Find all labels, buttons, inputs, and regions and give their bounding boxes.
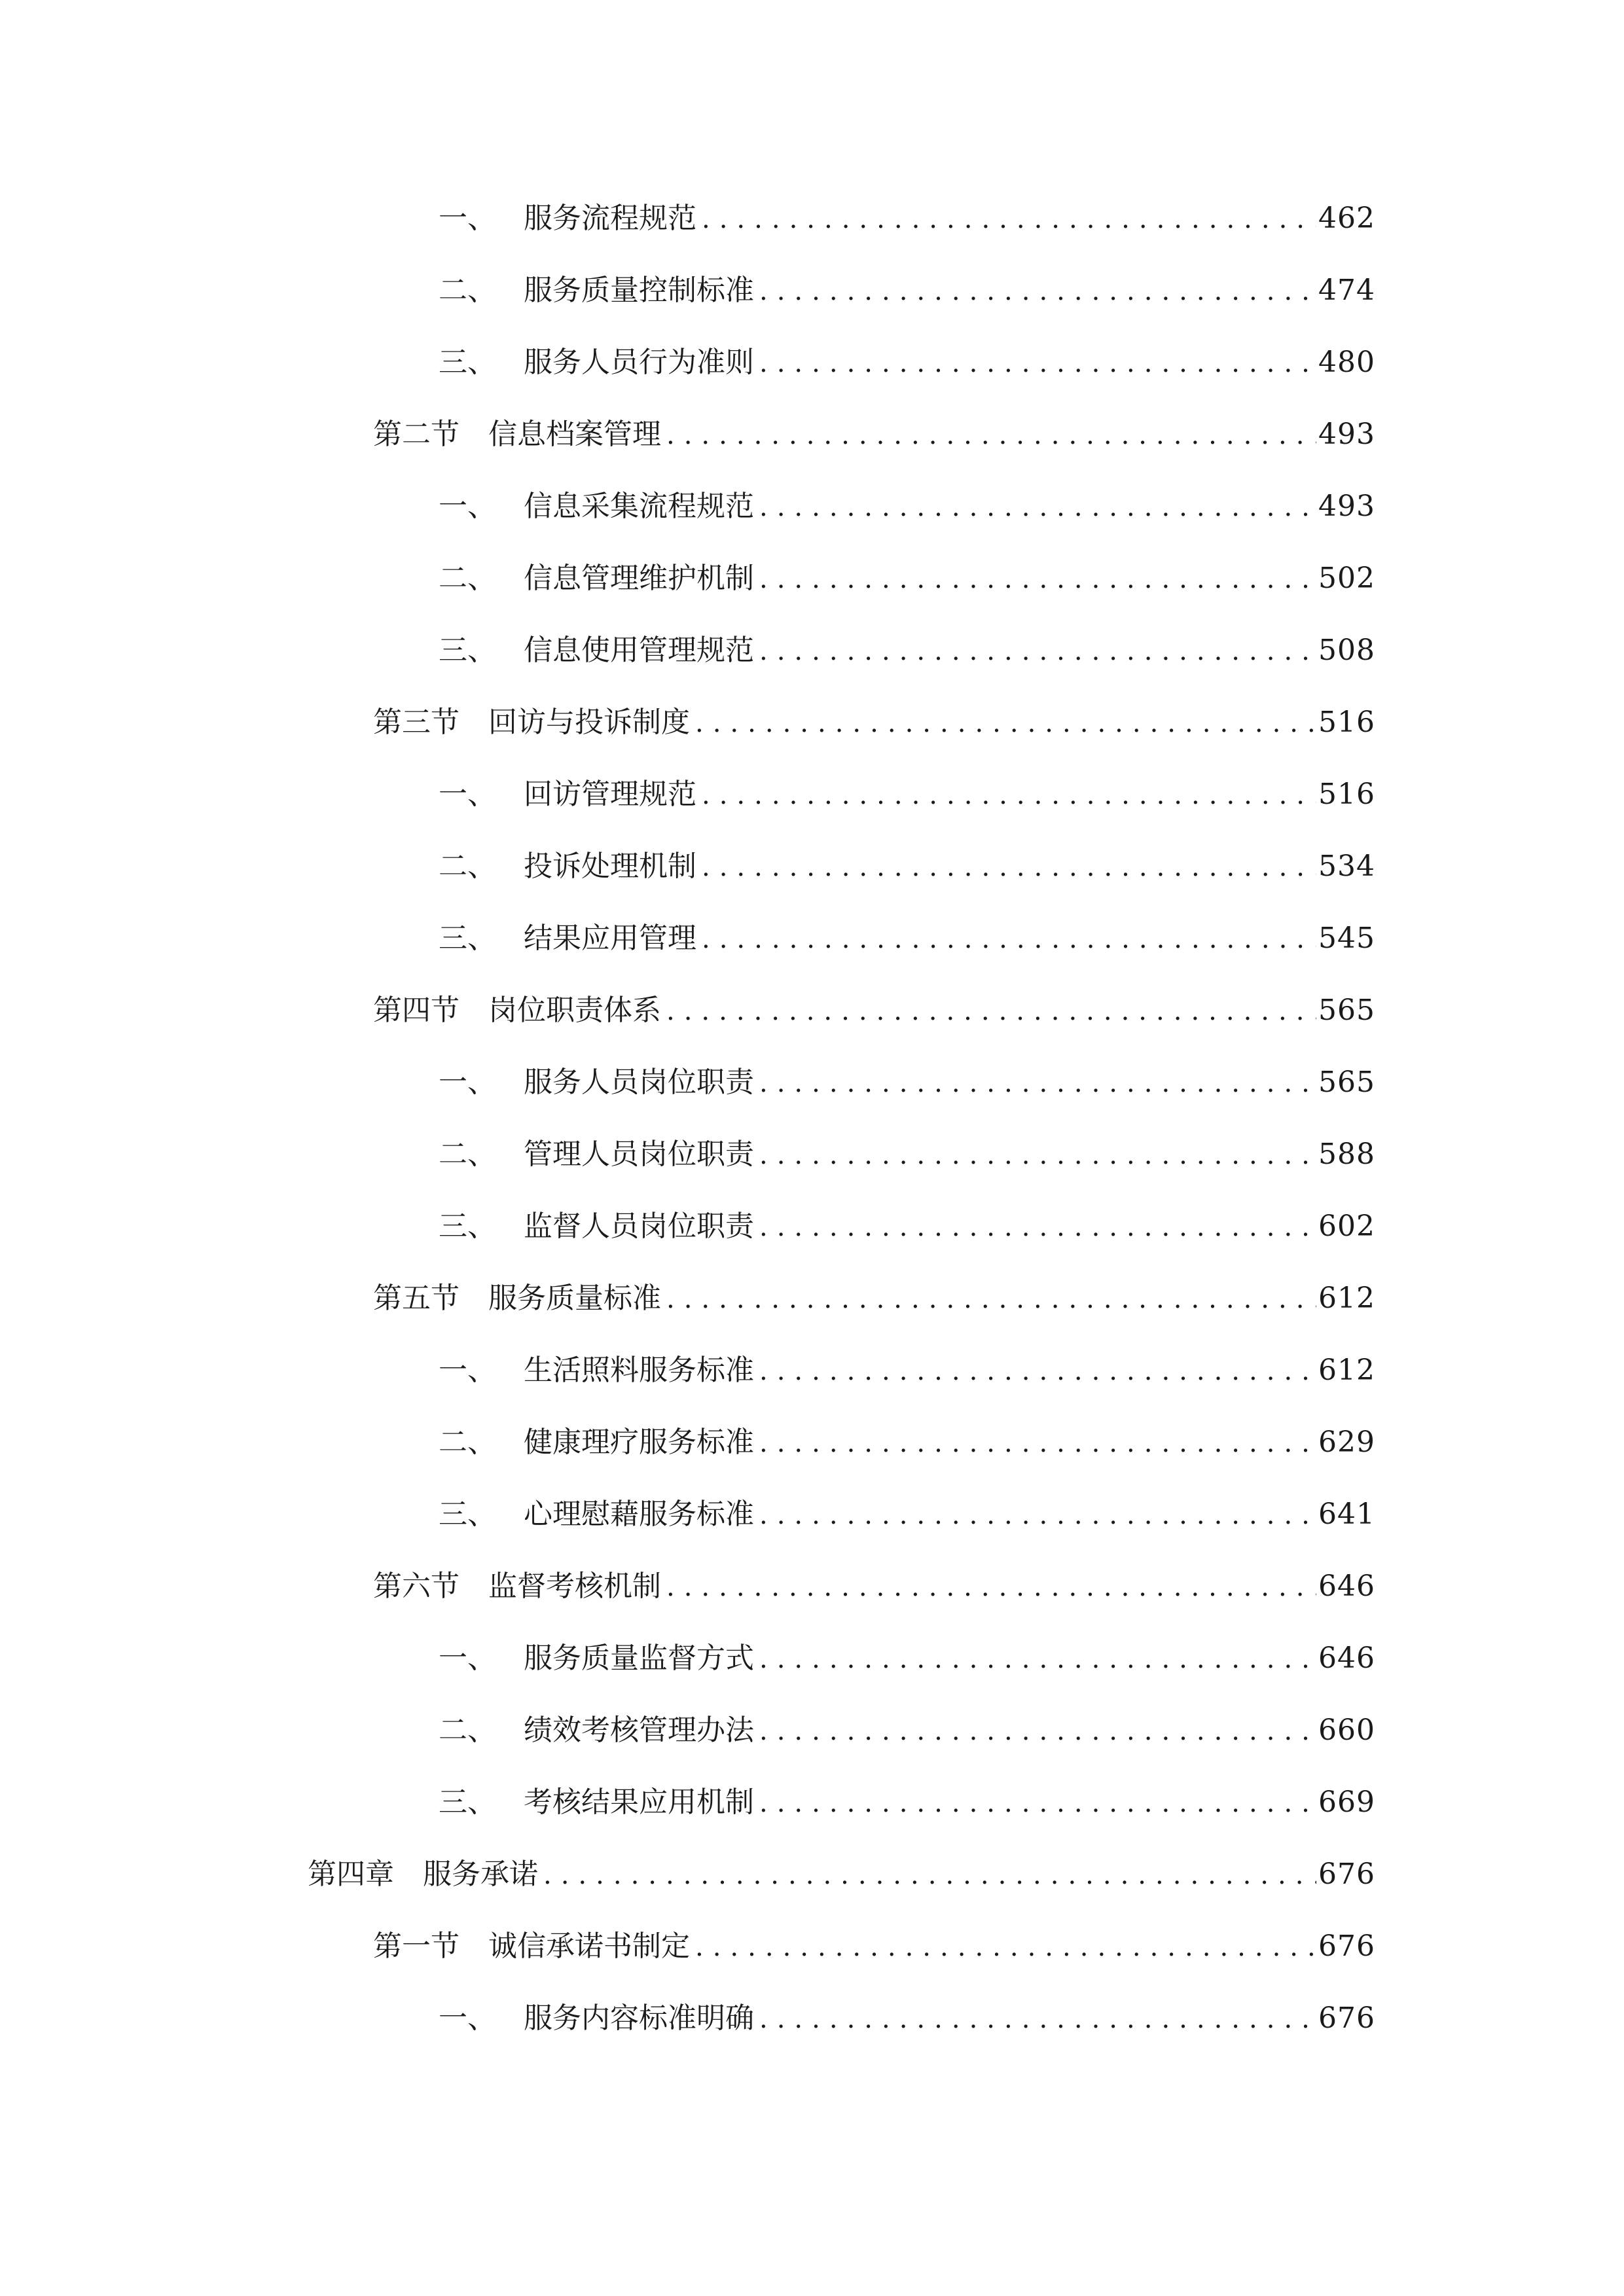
toc-entry-marker: 第六节: [373, 1570, 460, 1603]
toc-entry-page: 516: [1318, 706, 1375, 739]
toc-entry[interactable]: [439, 552, 1375, 605]
dot-leader: [695, 697, 1316, 749]
toc-entry-page: 462: [1318, 202, 1375, 235]
toc-entry[interactable]: [439, 912, 1375, 965]
toc-entry-page: 646: [1318, 1570, 1375, 1603]
toc-entry[interactable]: [439, 768, 1375, 821]
toc-entry[interactable]: [439, 1632, 1375, 1685]
toc-entry[interactable]: [439, 1704, 1375, 1757]
toc-entry-title: 管理人员岗位职责: [524, 1138, 754, 1171]
dot-leader: [759, 1201, 1316, 1253]
toc-entry-title: 监督考核机制: [488, 1570, 661, 1603]
toc-entry-page: 493: [1318, 418, 1375, 451]
toc-entry[interactable]: [439, 840, 1375, 893]
toc-entry-title: 服务人员行为准则: [524, 346, 754, 379]
toc-entry[interactable]: [439, 1416, 1375, 1469]
toc-entry-marker: 二、: [439, 1138, 496, 1171]
toc-entry-marker: 三、: [439, 1210, 496, 1243]
toc-entry[interactable]: [373, 1920, 1375, 1973]
dot-leader: [759, 1633, 1316, 1685]
toc-entry[interactable]: [439, 1056, 1375, 1109]
toc-entry-title: 信息管理维护机制: [524, 562, 754, 595]
toc-entry-marker: 一、: [439, 778, 496, 811]
dot-leader: [759, 625, 1316, 677]
dot-leader: [759, 553, 1316, 605]
toc-entry-marker: 一、: [439, 1066, 496, 1099]
toc-entry[interactable]: [439, 336, 1375, 389]
toc-entry-marker: 三、: [439, 634, 496, 667]
toc-entry-title: 信息使用管理规范: [524, 634, 754, 667]
toc-entry-title: 服务内容标准明确: [524, 2001, 754, 2035]
toc-entry[interactable]: [439, 1776, 1375, 1829]
dot-leader: [666, 1561, 1316, 1613]
toc-entry[interactable]: [373, 984, 1375, 1037]
toc-entry-marker: 一、: [439, 490, 496, 523]
toc-entry-page: 545: [1318, 922, 1375, 955]
dot-leader: [759, 1129, 1316, 1181]
toc-entry-title: 服务质量监督方式: [524, 1641, 754, 1675]
toc-entry-marker: 二、: [439, 562, 496, 595]
toc-entry[interactable]: [439, 1128, 1375, 1181]
toc-entry-marker: 三、: [439, 346, 496, 379]
toc-entry-title: 信息档案管理: [488, 418, 661, 451]
toc-entry-marker: 第四章: [308, 1857, 394, 1891]
toc-entry-marker: 一、: [439, 202, 496, 235]
dot-leader: [759, 337, 1316, 389]
toc-entry-marker: 第一节: [373, 1929, 460, 1963]
toc-entry-marker: 二、: [439, 1426, 496, 1459]
dot-leader: [759, 1777, 1316, 1829]
toc-entry-title: 岗位职责体系: [488, 994, 661, 1027]
dot-leader: [695, 1921, 1316, 1973]
toc-entry-page: 588: [1318, 1138, 1375, 1171]
toc-entry[interactable]: [439, 624, 1375, 677]
toc-entry-marker: 二、: [439, 1713, 496, 1747]
toc-entry-title: 服务承诺: [423, 1857, 538, 1891]
toc-entry-page: 565: [1318, 994, 1375, 1027]
toc-entry-marker: 第三节: [373, 706, 460, 739]
toc-entry-title: 监督人员岗位职责: [524, 1210, 754, 1243]
toc-entry-page: 676: [1318, 2001, 1375, 2035]
toc-entry-page: 502: [1318, 562, 1375, 595]
toc-entry-marker: 三、: [439, 922, 496, 955]
toc-entry[interactable]: [439, 1344, 1375, 1397]
toc-entry[interactable]: [373, 696, 1375, 749]
dot-leader: [759, 1417, 1316, 1469]
toc-entry-title: 绩效考核管理办法: [524, 1713, 754, 1747]
dot-leader: [543, 1849, 1316, 1901]
dot-leader: [759, 265, 1316, 317]
dot-leader: [759, 1489, 1316, 1541]
toc-entry-title: 健康理疗服务标准: [524, 1426, 754, 1459]
toc-entry-marker: 第四节: [373, 994, 460, 1027]
dot-leader: [759, 1993, 1316, 2045]
toc-entry[interactable]: [308, 1848, 1375, 1901]
toc-entry-page: 602: [1318, 1210, 1375, 1243]
dot-leader: [759, 1057, 1316, 1109]
dot-leader: [759, 481, 1316, 533]
toc-entry-page: 669: [1318, 1785, 1375, 1819]
toc-entry-title: 考核结果应用机制: [524, 1785, 754, 1819]
toc-entry-marker: 三、: [439, 1498, 496, 1531]
toc-entry-page: 641: [1318, 1498, 1375, 1531]
toc-entry[interactable]: [439, 264, 1375, 317]
toc-entry-marker: 二、: [439, 274, 496, 307]
toc-entry-title: 回访与投诉制度: [488, 706, 690, 739]
dot-leader: [666, 409, 1316, 461]
toc-entry[interactable]: [439, 1200, 1375, 1253]
toc-entry[interactable]: [439, 480, 1375, 533]
toc-entry-marker: 一、: [439, 2001, 496, 2035]
toc-entry-title: 服务人员岗位职责: [524, 1066, 754, 1099]
dot-leader: [666, 985, 1316, 1037]
toc-entry[interactable]: [373, 1560, 1375, 1613]
toc-entry-page: 565: [1318, 1066, 1375, 1099]
toc-entry-title: 生活照料服务标准: [524, 1354, 754, 1387]
dot-leader: [759, 1705, 1316, 1757]
toc-entry[interactable]: [439, 1488, 1375, 1541]
toc-entry-title: 服务质量控制标准: [524, 274, 754, 307]
toc-entry-page: 534: [1318, 850, 1375, 883]
toc-entry-marker: 三、: [439, 1785, 496, 1819]
toc-entry[interactable]: [373, 1272, 1375, 1325]
toc-entry-page: 516: [1318, 778, 1375, 811]
toc-entry-page: 612: [1318, 1282, 1375, 1315]
toc-entry-title: 信息采集流程规范: [524, 490, 754, 523]
toc-entry-page: 646: [1318, 1641, 1375, 1675]
toc-entry-marker: 二、: [439, 850, 496, 883]
toc-entry-marker: 一、: [439, 1354, 496, 1387]
toc-entry-marker: 第二节: [373, 418, 460, 451]
dot-leader: [702, 769, 1316, 821]
toc-entry-title: 服务质量标准: [488, 1282, 661, 1315]
toc-entry-title: 服务流程规范: [524, 202, 696, 235]
toc-entry-marker: 第五节: [373, 1282, 460, 1315]
toc-entry-page: 474: [1318, 274, 1375, 307]
toc-entry-page: 676: [1318, 1929, 1375, 1963]
toc-entry-page: 612: [1318, 1354, 1375, 1387]
dot-leader: [702, 913, 1316, 965]
toc-entry-page: 508: [1318, 634, 1375, 667]
toc-entry[interactable]: [439, 192, 1375, 245]
toc-entry-marker: 一、: [439, 1641, 496, 1675]
toc-entry-page: 480: [1318, 346, 1375, 379]
dot-leader: [702, 193, 1316, 245]
toc-entry-page: 629: [1318, 1426, 1375, 1459]
dot-leader: [759, 1345, 1316, 1397]
toc-entry-title: 诚信承诺书制定: [488, 1929, 690, 1963]
dot-leader: [702, 841, 1316, 893]
dot-leader: [666, 1273, 1316, 1325]
toc-entry-title: 心理慰藉服务标准: [524, 1498, 754, 1531]
toc-entry-page: 660: [1318, 1713, 1375, 1747]
toc-entry[interactable]: [373, 408, 1375, 461]
toc-entry-title: 结果应用管理: [524, 922, 696, 955]
toc-entry-title: 投诉处理机制: [524, 850, 696, 883]
toc-entry-page: 493: [1318, 490, 1375, 523]
toc-entry-page: 676: [1318, 1857, 1375, 1891]
toc-entry-title: 回访管理规范: [524, 778, 696, 811]
toc-entry[interactable]: [439, 1992, 1375, 2045]
